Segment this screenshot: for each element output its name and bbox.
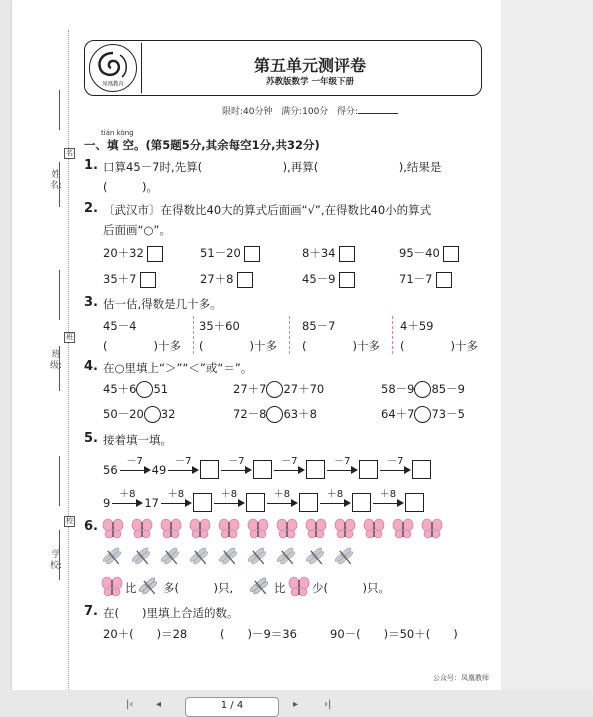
q2-item: 8＋34 bbox=[302, 245, 355, 262]
seq-start: 56 bbox=[103, 462, 118, 477]
q1-text-line2: ( )。 bbox=[103, 180, 158, 194]
binding-rule bbox=[59, 456, 60, 506]
answer-box[interactable] bbox=[253, 460, 272, 479]
dragonfly-icon bbox=[102, 546, 124, 572]
seq-value: 17 bbox=[144, 495, 159, 510]
answer-box[interactable] bbox=[339, 246, 355, 262]
binding-rule bbox=[59, 90, 60, 130]
compare-circle[interactable] bbox=[414, 381, 431, 398]
arrow-icon: ＋8 bbox=[320, 497, 350, 509]
answer-box[interactable] bbox=[339, 272, 355, 288]
q3-answer[interactable]: ( )十多 bbox=[400, 339, 478, 353]
school-label: 学校: bbox=[50, 550, 63, 571]
butterfly-icon bbox=[363, 518, 385, 544]
answer-box[interactable] bbox=[352, 493, 371, 512]
butterfly-icon bbox=[334, 518, 356, 544]
header-separator bbox=[141, 43, 142, 93]
q4-item: 72－8 63＋8 bbox=[233, 407, 317, 421]
prev-page-icon[interactable]: ◂ bbox=[156, 699, 162, 710]
answer-box[interactable] bbox=[246, 493, 265, 512]
butterfly-icon bbox=[288, 576, 310, 602]
sequence-row-1 bbox=[103, 455, 431, 479]
butterfly-icon bbox=[160, 518, 182, 544]
q4-item: 50－20 32 bbox=[103, 407, 176, 421]
exam-header bbox=[84, 40, 482, 96]
question-number: 7. bbox=[84, 604, 98, 619]
binding-line bbox=[68, 30, 69, 690]
footer-credit: 公众号：凤凰教师 bbox=[433, 674, 489, 682]
publisher-logo bbox=[89, 44, 137, 92]
q3-item: 4＋59 bbox=[400, 319, 434, 333]
arrow-icon: ＋8 bbox=[373, 497, 403, 509]
dragonfly-icon bbox=[138, 576, 160, 602]
q3-answer[interactable]: ( )十多 bbox=[103, 339, 181, 353]
section-title: 一、填 空。(第5题5分,其余每空1分,共32分) bbox=[84, 138, 320, 152]
arrow-icon: －7 bbox=[120, 464, 150, 476]
butterfly-icon bbox=[247, 518, 269, 544]
answer-box[interactable] bbox=[237, 272, 253, 288]
q2-text-line1: 〔武汉市〕在得数比40大的算式后面画“√”,在得数比40小的算式 bbox=[103, 203, 432, 217]
compare-text: 比 bbox=[274, 581, 286, 595]
page-indicator[interactable]: 1 / 4 bbox=[185, 697, 279, 717]
side-box-class: 班 bbox=[66, 333, 73, 341]
dragonfly-icon bbox=[218, 546, 240, 572]
q2-item: 95－40 bbox=[399, 245, 459, 262]
first-page-icon[interactable]: |‹ bbox=[126, 699, 134, 710]
dragonfly-icon bbox=[160, 546, 182, 572]
compare-circle[interactable] bbox=[136, 381, 153, 398]
q2-item: 45－9 bbox=[302, 271, 355, 288]
q7-item[interactable]: 20＋( )＝28 bbox=[103, 627, 188, 641]
q3-answer[interactable]: ( )十多 bbox=[302, 339, 380, 353]
q5-text: 接着填一填。 bbox=[103, 433, 172, 447]
q7-item[interactable]: 90－( )＝50＋( ) bbox=[330, 627, 458, 641]
viewer-background bbox=[501, 0, 593, 690]
arrow-icon: ＋8 bbox=[112, 497, 142, 509]
q1-text-line1: 口算45－7时,先算( ),再算( ),结果是 bbox=[103, 160, 442, 174]
binding-rule bbox=[59, 270, 60, 320]
butterfly-icon bbox=[276, 518, 298, 544]
full-score: 满分:100分 bbox=[281, 107, 329, 117]
answer-box[interactable] bbox=[147, 246, 163, 262]
dragonfly-icon bbox=[334, 546, 356, 572]
butterfly-icon bbox=[392, 518, 414, 544]
butterfly-icon bbox=[421, 518, 443, 544]
dragonfly-icon bbox=[247, 546, 269, 572]
answer-box[interactable] bbox=[244, 246, 260, 262]
side-box-school: 校 bbox=[66, 517, 73, 525]
column-separator bbox=[392, 316, 393, 354]
arrow-icon: －7 bbox=[221, 464, 251, 476]
column-separator bbox=[193, 316, 194, 354]
score-label: 得分: bbox=[336, 107, 358, 117]
butterfly-icon bbox=[131, 518, 153, 544]
butterfly-icon bbox=[218, 518, 240, 544]
q7-item[interactable]: ( )－9＝36 bbox=[220, 627, 297, 641]
q2-item: 27＋8 bbox=[200, 271, 253, 288]
dragonfly-icon bbox=[305, 546, 327, 572]
name-label: 姓名: bbox=[50, 170, 63, 191]
column-separator bbox=[289, 316, 290, 354]
answer-box[interactable] bbox=[443, 246, 459, 262]
next-page-icon[interactable]: ▸ bbox=[293, 699, 299, 710]
answer-box[interactable] bbox=[436, 272, 452, 288]
dragonfly-icon bbox=[276, 546, 298, 572]
arrow-icon: ＋8 bbox=[267, 497, 297, 509]
question-number: 5. bbox=[84, 431, 98, 446]
answer-box[interactable] bbox=[140, 272, 156, 288]
compare-text[interactable]: 多( )只, bbox=[163, 581, 234, 595]
q2-item: 71－7 bbox=[399, 271, 452, 288]
butterfly-icon bbox=[305, 518, 327, 544]
dragonfly-icon bbox=[249, 576, 271, 602]
q2-item: 35＋7 bbox=[103, 271, 156, 288]
q3-text: 估一估,得数是几十多。 bbox=[103, 297, 222, 311]
arrow-icon: －7 bbox=[274, 464, 304, 476]
question-number: 1. bbox=[84, 158, 98, 173]
butterfly-icon bbox=[189, 518, 211, 544]
q3-item: 85－7 bbox=[302, 319, 336, 333]
question-number: 4. bbox=[84, 359, 98, 374]
arrow-icon: ＋8 bbox=[214, 497, 244, 509]
class-label: 班级: bbox=[50, 350, 63, 371]
answer-box[interactable] bbox=[193, 493, 212, 512]
answer-box[interactable] bbox=[412, 460, 431, 479]
q4-item: 27＋7 27＋70 bbox=[233, 382, 325, 396]
arrow-icon: －7 bbox=[380, 464, 410, 476]
compare-circle[interactable] bbox=[266, 406, 283, 423]
compare-text[interactable]: 少( )只。 bbox=[312, 581, 390, 595]
q4-item: 58－9 85－9 bbox=[381, 382, 465, 396]
compare-text: 比 bbox=[125, 581, 137, 595]
q2-item: 51－20 bbox=[200, 245, 260, 262]
compare-circle[interactable] bbox=[414, 406, 431, 423]
side-box-name: 名 bbox=[66, 149, 73, 157]
pinyin-annotation: tián kòng bbox=[101, 129, 134, 137]
compare-circle[interactable] bbox=[144, 406, 161, 423]
answer-box[interactable] bbox=[359, 460, 378, 479]
sequence-row-2 bbox=[103, 488, 424, 512]
q3-item: 35＋60 bbox=[199, 319, 240, 333]
q2-text-line2: 后面画“○”。 bbox=[103, 223, 171, 237]
last-page-icon[interactable]: ›| bbox=[324, 699, 332, 710]
q4-item: 64＋7 73－5 bbox=[381, 407, 465, 421]
dragonfly-icon bbox=[131, 546, 153, 572]
arrow-icon: －7 bbox=[327, 464, 357, 476]
q3-item: 45－4 bbox=[103, 319, 137, 333]
answer-box[interactable] bbox=[299, 493, 318, 512]
exam-info bbox=[222, 104, 398, 117]
dragonfly-icon bbox=[189, 546, 211, 572]
score-blank bbox=[358, 113, 398, 114]
question-number: 6. bbox=[84, 519, 98, 534]
question-number: 3. bbox=[84, 295, 98, 310]
exam-subtitle: 苏教版数学 一年级下册 bbox=[266, 77, 354, 87]
compare-circle[interactable] bbox=[266, 381, 283, 398]
arrow-icon: －7 bbox=[168, 464, 198, 476]
seq-start: 9 bbox=[103, 495, 111, 510]
butterfly-icon bbox=[101, 576, 123, 602]
q4-item: 45＋6 51 bbox=[103, 382, 169, 396]
logo-text: 凤凰教育 bbox=[102, 81, 124, 88]
exam-title: 第五单元测评卷 bbox=[253, 56, 366, 75]
q3-answer[interactable]: ( )十多 bbox=[199, 339, 277, 353]
seq-value: 49 bbox=[151, 462, 167, 477]
answer-box[interactable] bbox=[306, 460, 325, 479]
q7-text: 在( )里填上合适的数。 bbox=[103, 606, 239, 620]
butterfly-icon bbox=[102, 518, 124, 544]
arrow-icon: ＋8 bbox=[161, 497, 191, 509]
q2-item: 20＋32 bbox=[103, 245, 163, 262]
question-number: 2. bbox=[84, 201, 98, 216]
time-limit: 限时:40分钟 bbox=[222, 107, 273, 117]
answer-box[interactable] bbox=[200, 460, 219, 479]
q4-text: 在○里填上“＞”“＜”或“＝”。 bbox=[103, 361, 253, 375]
answer-box[interactable] bbox=[405, 493, 424, 512]
